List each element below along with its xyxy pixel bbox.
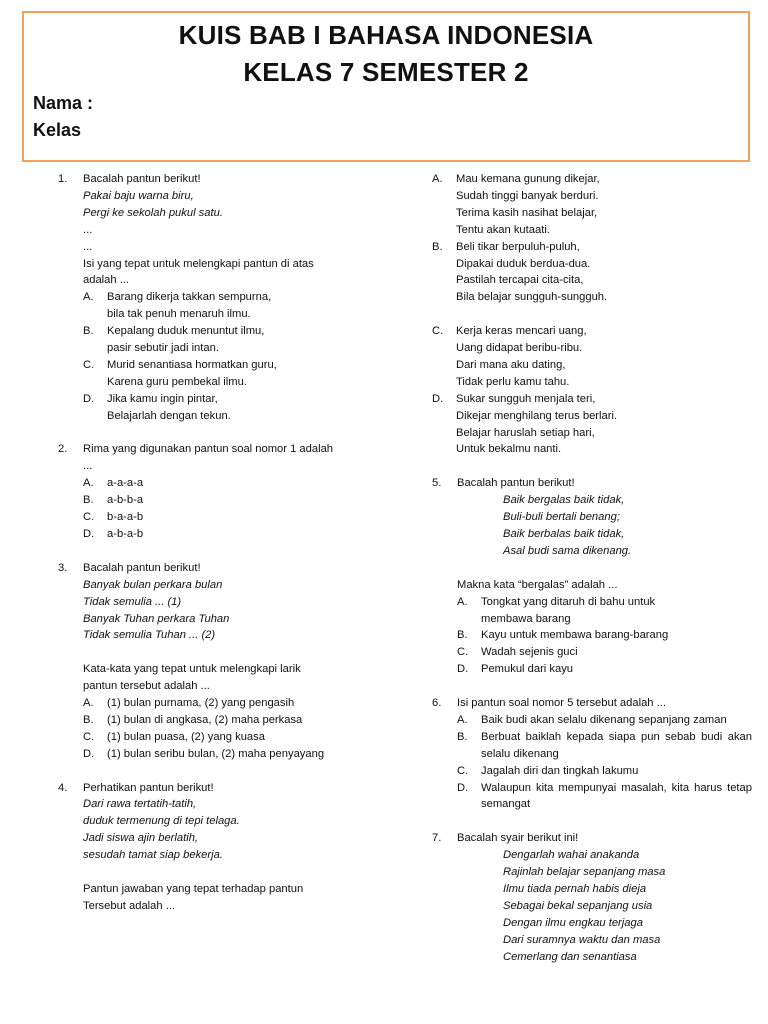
option-text: (1) bulan seribu bulan, (2) maha penyayang — [107, 747, 325, 760]
option-text: Mau kemana gunung dikejar, — [456, 173, 600, 185]
option-letter: A. — [457, 595, 468, 608]
option-letter: B. — [83, 713, 94, 726]
option-letter: B. — [83, 325, 94, 338]
poem-line: Dengan ilmu engkau terjaga — [503, 916, 643, 929]
option-text: Tongkat yang ditaruh di bahu untuk — [481, 595, 656, 608]
option-text: (1) bulan di angkasa, (2) maha perkasa — [107, 713, 303, 726]
poem-line: Tidak semulia Tuhan ... (2) — [83, 629, 216, 642]
option-letter: C. — [83, 730, 95, 743]
option-text: Dipakai duduk berdua-dua. — [456, 257, 591, 270]
answer-option[interactable] — [457, 712, 752, 729]
question-7 — [432, 830, 752, 965]
answer-option[interactable] — [457, 594, 752, 628]
answer-option[interactable] — [432, 323, 752, 391]
question-number: 2. — [58, 443, 68, 456]
option-text: membawa barang — [481, 612, 571, 625]
poem-line: Pakai baju warna biru, — [83, 189, 194, 202]
option-text: Karena guru pembekal ilmu. — [107, 375, 247, 388]
poem-line: Jadi siswa ajin berlatih, — [83, 832, 199, 845]
option-text: Jagalah diri dan tingkah lakumu — [481, 764, 639, 777]
poem-line: Dari suramnya waktu dan masa — [503, 933, 661, 946]
option-text: Kayu untuk membawa barang-barang — [481, 629, 669, 642]
answer-option[interactable] — [83, 289, 378, 323]
right-column — [432, 171, 752, 966]
question-text: pantun tersebut adalah ... — [83, 680, 210, 693]
option-letter: B. — [83, 494, 94, 507]
option-text: a-b-a-b — [107, 528, 144, 541]
question-text: Kata-kata yang tepat untuk melengkapi larik — [83, 663, 301, 676]
question-prompt: Bacalah pantun berikut! — [457, 477, 575, 490]
option-text: Pemukul dari kayu — [481, 663, 574, 676]
option-text: Murid senantiasa hormatkan guru, — [107, 358, 277, 371]
answer-option[interactable] — [83, 695, 378, 712]
option-text: a-b-b-a — [107, 494, 144, 507]
option-text: Terima kasih nasihat belajar, — [456, 206, 598, 219]
option-letter: B. — [432, 240, 443, 253]
poem-line: Tidak semulia ... (1) — [83, 595, 182, 608]
answer-option[interactable] — [457, 729, 752, 763]
question-prompt: Bacalah pantun berikut! — [83, 173, 201, 185]
question-3 — [58, 560, 378, 763]
poem-line: ... — [83, 223, 93, 236]
option-text: pasir sebutir jadi intan. — [107, 342, 219, 355]
answer-option[interactable] — [432, 239, 752, 307]
answer-option[interactable] — [83, 526, 378, 543]
answer-option[interactable] — [83, 475, 378, 492]
option-letter: D. — [432, 392, 444, 405]
option-letter: C. — [457, 646, 469, 659]
option-text: a-a-a-a — [107, 477, 144, 490]
poem-line: Pergi ke sekolah pukul satu. — [83, 206, 223, 219]
question-text: Isi yang tepat untuk melengkapi pantun di atas — [83, 257, 314, 270]
option-text: b-a-a-b — [107, 511, 144, 524]
option-letter: A. — [83, 697, 94, 710]
question-6 — [432, 695, 752, 813]
question-text: Pantun jawaban yang tepat terhadap pantun — [83, 882, 304, 895]
option-letter: A. — [83, 291, 94, 304]
question-text: Tersebut adalah ... — [83, 899, 176, 912]
answer-option[interactable] — [457, 644, 752, 661]
option-text: Sukar sungguh menjala teri, — [456, 392, 596, 405]
option-letter: A. — [83, 477, 94, 490]
option-letter: C. — [83, 358, 95, 371]
question-number: 1. — [58, 173, 68, 185]
option-text: Baik budi akan selalu dikenang sepanjang zaman — [481, 713, 727, 726]
question-text: Makna kata “bergalas” adalah ... — [457, 578, 618, 591]
answer-option[interactable] — [457, 763, 752, 780]
option-letter: C. — [457, 764, 469, 777]
option-text: Dari mana aku dating, — [456, 358, 566, 371]
question-number: 7. — [432, 832, 442, 845]
option-text: (1) bulan puasa, (2) yang kuasa — [107, 730, 265, 743]
class-field-label: Kelas — [33, 120, 82, 140]
option-text: Tentu akan kutaati. — [456, 223, 550, 236]
header-box — [22, 11, 750, 162]
poem-line: Dari rawa tertatih-tatih, — [83, 798, 197, 811]
answer-option[interactable] — [432, 391, 752, 459]
poem-line: Ilmu tiada pernah habis dieja — [503, 882, 647, 895]
question-2 — [58, 441, 378, 542]
question-text: Isi pantun soal nomor 5 tersebut adalah ... — [457, 697, 666, 710]
option-text: bila tak penuh menaruh ilmu. — [107, 308, 251, 321]
option-letter: C. — [432, 325, 444, 338]
option-text: Tidak perlu kamu tahu. — [456, 375, 570, 388]
poem-line: Cemerlang dan senantiasa — [503, 950, 637, 963]
poem-line: Banyak Tuhan perkara Tuhan — [83, 612, 230, 625]
question-number: 5. — [432, 477, 442, 490]
answer-option[interactable] — [83, 357, 378, 391]
poem-line: duduk termenung di tepi telaga. — [83, 815, 240, 828]
option-text: Pastilah tercapai cita-cita, — [456, 274, 584, 287]
poem-line: ... — [83, 240, 93, 253]
question-number: 4. — [58, 781, 68, 794]
option-text: Untuk bekalmu nanti. — [456, 443, 562, 456]
quiz-subtitle: KELAS 7 SEMESTER 2 — [243, 57, 529, 87]
option-letter: D. — [83, 747, 95, 760]
option-letter: D. — [457, 663, 469, 676]
option-letter: B. — [457, 730, 468, 743]
answer-option[interactable] — [457, 780, 752, 814]
option-letter: A. — [432, 173, 443, 185]
option-text: (1) bulan purnama, (2) yang pengasih — [107, 697, 295, 710]
answer-option[interactable] — [457, 661, 752, 678]
poem-line: Dengarlah wahai anakanda — [503, 849, 640, 862]
option-text: Beli tikar berpuluh-puluh, — [456, 240, 580, 253]
poem-line: Asal budi sama dikenang. — [503, 544, 632, 557]
option-text: Uang didapat beribu-ribu. — [456, 342, 583, 355]
question-number: 6. — [432, 697, 442, 710]
name-field-label: Nama : — [33, 93, 94, 113]
answer-option[interactable] — [83, 323, 378, 357]
question-1 — [58, 171, 378, 425]
option-letter: C. — [83, 511, 95, 524]
answer-option[interactable] — [83, 712, 378, 729]
quiz-title: KUIS BAB I BAHASA INDONESIA — [178, 20, 594, 50]
answer-option[interactable] — [83, 492, 378, 509]
question-prompt: Bacalah pantun berikut! — [83, 561, 201, 574]
answer-option[interactable] — [457, 627, 752, 644]
option-text: Kepalang duduk menuntut ilmu, — [107, 325, 265, 338]
answer-option[interactable] — [83, 391, 378, 425]
option-text: Wadah sejenis guci — [481, 646, 578, 659]
answer-option[interactable] — [83, 746, 378, 763]
left-column — [58, 171, 378, 915]
option-text: Jika kamu ingin pintar, — [107, 392, 218, 405]
question-4 — [58, 780, 378, 915]
question-text: ... — [83, 460, 93, 473]
answer-option[interactable] — [83, 729, 378, 746]
question-text: Rima yang digunakan pantun soal nomor 1 adalah — [83, 443, 334, 456]
poem-line: Rajinlah belajar sepanjang masa — [503, 866, 666, 879]
option-letter: A. — [457, 713, 468, 726]
question-number: 3. — [58, 561, 68, 574]
option-text: Belajar haruslah setiap hari, — [456, 426, 595, 439]
option-letter: D. — [457, 781, 469, 794]
poem-line: Sebagai bekal sepanjang usia — [503, 899, 653, 912]
question-prompt: Perhatikan pantun berikut! — [83, 781, 214, 794]
option-letter: D. — [83, 528, 95, 541]
question-text: adalah ... — [83, 274, 130, 287]
option-text: Walaupun kita mempunyai masalah, kita harus tetap semangat — [481, 781, 752, 811]
answer-option[interactable] — [432, 171, 752, 239]
poem-line: Buli-buli bertali benang; — [503, 511, 620, 524]
option-text: Berbuat baiklah kepada siapa pun sebab budi akan selalu dikenang — [481, 730, 752, 760]
option-text: Belajarlah dengan tekun. — [107, 409, 231, 422]
option-letter: D. — [83, 392, 95, 405]
answer-option[interactable] — [83, 509, 378, 526]
poem-line: Baik bergalas baik tidak, — [503, 494, 625, 507]
option-text: Dikejar menghilang terus berlari. — [456, 409, 618, 422]
option-text: Barang dikerja takkan sempurna, — [107, 291, 272, 304]
option-letter: B. — [457, 629, 468, 642]
option-text: Sudah tinggi banyak berduri. — [456, 189, 599, 202]
option-text: Kerja keras mencari uang, — [456, 325, 587, 338]
question-prompt: Bacalah syair berikut ini! — [457, 832, 579, 845]
poem-line: Baik berbalas baik tidak, — [503, 528, 625, 540]
option-text: Bila belajar sungguh-sungguh. — [456, 291, 608, 304]
question-5 — [432, 475, 752, 678]
poem-line: sesudah tamat siap bekerja. — [83, 849, 223, 862]
poem-line: Banyak bulan perkara bulan — [83, 578, 223, 591]
